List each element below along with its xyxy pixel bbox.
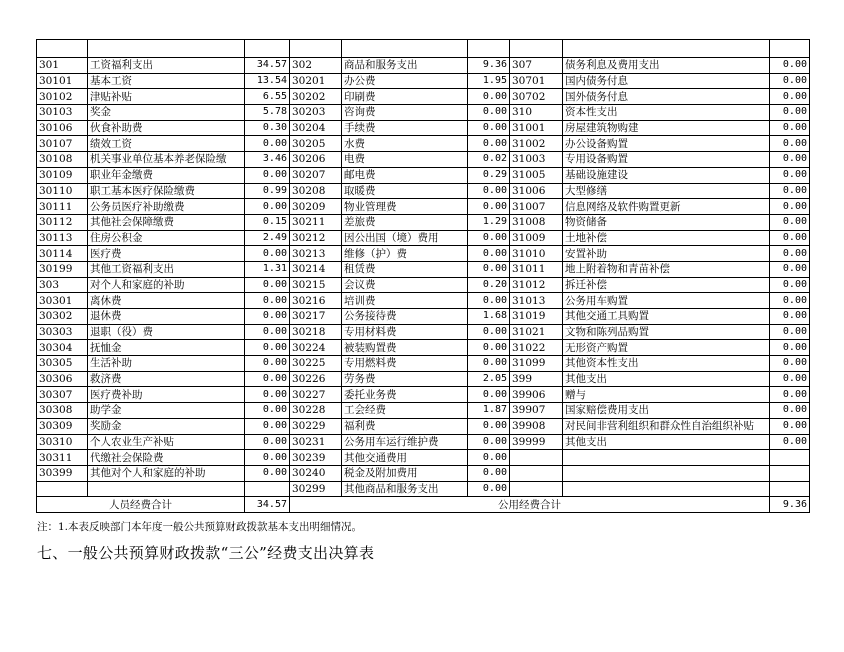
item-name-cell: 专用设备购置 [563, 152, 770, 168]
item-name-cell: 救济费 [88, 371, 245, 387]
item-name-cell: 公务员医疗补助缴费 [88, 199, 245, 215]
item-name-cell: 津贴补贴 [88, 89, 245, 105]
item-name-cell: 因公出国（境）费用 [342, 230, 468, 246]
item-name-cell: 地上附着物和青苗补偿 [563, 261, 770, 277]
item-amount-cell: 0.20 [468, 277, 510, 293]
item-name-cell: 房屋建筑物购建 [563, 120, 770, 136]
item-name-cell: 住房公积金 [88, 230, 245, 246]
item-name-cell: 安置补助 [563, 246, 770, 262]
item-amount-cell: 0.00 [468, 481, 510, 497]
item-code-cell: 30702 [510, 89, 563, 105]
public-total-value: 9.36 [770, 497, 810, 513]
item-amount-cell: 0.00 [770, 230, 810, 246]
item-amount-cell: 0.00 [245, 403, 290, 419]
item-name-cell: 国外债务付息 [563, 89, 770, 105]
item-code-cell [510, 481, 563, 497]
table-row [37, 214, 810, 230]
item-amount-cell: 0.00 [245, 387, 290, 403]
item-code-cell: 30304 [37, 340, 88, 356]
item-code-cell: 301 [37, 58, 88, 74]
item-code-cell: 31008 [510, 214, 563, 230]
item-amount-cell: 0.00 [468, 293, 510, 309]
item-amount-cell: 1.31 [245, 261, 290, 277]
item-name-cell: 医疗费 [88, 246, 245, 262]
item-amount-cell: 0.00 [770, 120, 810, 136]
item-name-cell: 其他支出 [563, 434, 770, 450]
item-code-cell: 399 [510, 371, 563, 387]
header-cell [468, 40, 510, 58]
table-header-row [37, 40, 810, 58]
item-name-cell: 商品和服务支出 [342, 58, 468, 74]
item-code-cell: 302 [290, 58, 342, 74]
item-name-cell: 伙食补助费 [88, 120, 245, 136]
item-amount-cell [245, 481, 290, 497]
item-code-cell: 30302 [37, 309, 88, 325]
item-amount-cell: 0.00 [770, 89, 810, 105]
item-code-cell: 30213 [290, 246, 342, 262]
item-name-cell: 水费 [342, 136, 468, 152]
item-code-cell: 31021 [510, 324, 563, 340]
item-code-cell: 30208 [290, 183, 342, 199]
item-code-cell: 30201 [290, 73, 342, 89]
table-row [37, 324, 810, 340]
item-code-cell: 307 [510, 58, 563, 74]
item-name-cell [563, 481, 770, 497]
item-name-cell: 咨询费 [342, 105, 468, 121]
personnel-total-value: 34.57 [245, 497, 290, 513]
item-code-cell: 30204 [290, 120, 342, 136]
item-name-cell: 物业管理费 [342, 199, 468, 215]
item-name-cell: 印刷费 [342, 89, 468, 105]
item-amount-cell: 0.00 [468, 105, 510, 121]
item-code-cell: 30306 [37, 371, 88, 387]
header-cell [342, 40, 468, 58]
item-code-cell: 30299 [290, 481, 342, 497]
item-amount-cell: 1.29 [468, 214, 510, 230]
item-amount-cell: 0.00 [468, 340, 510, 356]
item-amount-cell: 0.29 [468, 167, 510, 183]
item-amount-cell: 0.02 [468, 152, 510, 168]
table-row [37, 120, 810, 136]
item-code-cell: 30203 [290, 105, 342, 121]
item-name-cell: 其他对个人和家庭的补助 [88, 465, 245, 481]
item-name-cell: 医疗费补助 [88, 387, 245, 403]
item-code-cell: 30110 [37, 183, 88, 199]
item-code-cell: 31006 [510, 183, 563, 199]
item-amount-cell: 0.00 [468, 120, 510, 136]
item-code-cell [510, 450, 563, 466]
item-amount-cell: 0.00 [468, 230, 510, 246]
item-code-cell: 30107 [37, 136, 88, 152]
item-amount-cell: 5.78 [245, 105, 290, 121]
item-code-cell: 31005 [510, 167, 563, 183]
table-row [37, 340, 810, 356]
item-code-cell: 303 [37, 277, 88, 293]
table-row [37, 277, 810, 293]
item-name-cell: 土地补偿 [563, 230, 770, 246]
item-code-cell [510, 465, 563, 481]
item-code-cell: 30227 [290, 387, 342, 403]
table-row [37, 199, 810, 215]
table-row [37, 261, 810, 277]
item-name-cell: 国内债务付息 [563, 73, 770, 89]
item-code-cell: 30399 [37, 465, 88, 481]
item-amount-cell: 0.00 [245, 246, 290, 262]
item-amount-cell: 0.00 [770, 324, 810, 340]
item-amount-cell: 0.00 [468, 356, 510, 372]
item-name-cell: 手续费 [342, 120, 468, 136]
item-amount-cell: 0.99 [245, 183, 290, 199]
item-amount-cell: 0.00 [245, 418, 290, 434]
item-code-cell: 30206 [290, 152, 342, 168]
item-code-cell: 30310 [37, 434, 88, 450]
item-name-cell: 公务用车购置 [563, 293, 770, 309]
header-cell [37, 40, 88, 58]
item-code-cell: 30202 [290, 89, 342, 105]
item-amount-cell: 1.95 [468, 73, 510, 89]
item-name-cell: 其他社会保障缴费 [88, 214, 245, 230]
item-amount-cell: 0.00 [770, 371, 810, 387]
item-amount-cell: 0.00 [770, 136, 810, 152]
item-amount-cell: 0.00 [770, 277, 810, 293]
item-amount-cell: 0.00 [770, 356, 810, 372]
item-code-cell: 30218 [290, 324, 342, 340]
item-code-cell: 30305 [37, 356, 88, 372]
item-name-cell: 离休费 [88, 293, 245, 309]
item-name-cell: 无形资产购置 [563, 340, 770, 356]
item-name-cell [88, 481, 245, 497]
item-code-cell: 30217 [290, 309, 342, 325]
table-note: 注：1.本表反映部门本年度一般公共预算财政拨款基本支出明细情况。 [37, 521, 363, 533]
item-amount-cell: 0.00 [770, 105, 810, 121]
table-row [37, 481, 810, 497]
item-code-cell: 30109 [37, 167, 88, 183]
item-amount-cell: 0.00 [245, 356, 290, 372]
table-row [37, 105, 810, 121]
item-amount-cell: 0.00 [245, 340, 290, 356]
item-name-cell: 国家赔偿费用支出 [563, 403, 770, 419]
item-code-cell: 31019 [510, 309, 563, 325]
table-row [37, 246, 810, 262]
item-code-cell: 30114 [37, 246, 88, 262]
item-name-cell: 对个人和家庭的补助 [88, 277, 245, 293]
item-code-cell: 31003 [510, 152, 563, 168]
item-code-cell: 30101 [37, 73, 88, 89]
item-code-cell: 30111 [37, 199, 88, 215]
item-code-cell: 31009 [510, 230, 563, 246]
item-code-cell: 30229 [290, 418, 342, 434]
item-amount-cell [770, 450, 810, 466]
item-code-cell: 30226 [290, 371, 342, 387]
item-amount-cell [770, 481, 810, 497]
item-amount-cell: 1.87 [468, 403, 510, 419]
item-amount-cell: 0.00 [245, 434, 290, 450]
table-row [37, 89, 810, 105]
item-name-cell [563, 465, 770, 481]
item-name-cell: 取暖费 [342, 183, 468, 199]
item-amount-cell: 0.00 [468, 136, 510, 152]
item-code-cell: 31002 [510, 136, 563, 152]
item-amount-cell: 0.00 [245, 450, 290, 466]
item-name-cell: 职工基本医疗保险缴费 [88, 183, 245, 199]
item-name-cell: 会议费 [342, 277, 468, 293]
item-name-cell: 基础设施建设 [563, 167, 770, 183]
table-row [37, 58, 810, 74]
item-amount-cell: 0.30 [245, 120, 290, 136]
item-code-cell: 30215 [290, 277, 342, 293]
item-name-cell: 电费 [342, 152, 468, 168]
item-amount-cell: 0.00 [245, 199, 290, 215]
item-code-cell: 30303 [37, 324, 88, 340]
table-row [37, 167, 810, 183]
item-name-cell: 租赁费 [342, 261, 468, 277]
table-row [37, 403, 810, 419]
item-amount-cell: 0.00 [468, 434, 510, 450]
totals-row [37, 497, 810, 513]
item-amount-cell: 0.00 [245, 465, 290, 481]
item-amount-cell: 0.00 [468, 387, 510, 403]
item-amount-cell: 0.00 [770, 246, 810, 262]
item-amount-cell: 13.54 [245, 73, 290, 89]
item-amount-cell: 0.00 [770, 403, 810, 419]
item-amount-cell: 0.00 [770, 340, 810, 356]
item-amount-cell: 0.00 [770, 58, 810, 74]
item-name-cell: 大型修缮 [563, 183, 770, 199]
table-row [37, 230, 810, 246]
item-code-cell: 30209 [290, 199, 342, 215]
table-row [37, 418, 810, 434]
item-name-cell: 维修（护）费 [342, 246, 468, 262]
item-code-cell: 31007 [510, 199, 563, 215]
item-amount-cell: 0.00 [245, 136, 290, 152]
item-name-cell: 物资储备 [563, 214, 770, 230]
item-code-cell: 30214 [290, 261, 342, 277]
item-amount-cell: 34.57 [245, 58, 290, 74]
item-code-cell: 30231 [290, 434, 342, 450]
item-code-cell: 30216 [290, 293, 342, 309]
item-name-cell: 专用燃料费 [342, 356, 468, 372]
item-amount-cell: 0.00 [468, 450, 510, 466]
item-code-cell: 30240 [290, 465, 342, 481]
item-amount-cell [770, 465, 810, 481]
item-code-cell: 30225 [290, 356, 342, 372]
table-row [37, 434, 810, 450]
item-name-cell: 工会经费 [342, 403, 468, 419]
item-name-cell: 对民间非营利组织和群众性自治组织补贴 [563, 418, 770, 434]
item-name-cell: 赠与 [563, 387, 770, 403]
item-code-cell: 30307 [37, 387, 88, 403]
item-amount-cell: 0.00 [468, 261, 510, 277]
table-row [37, 356, 810, 372]
item-name-cell: 办公设备购置 [563, 136, 770, 152]
item-amount-cell: 3.46 [245, 152, 290, 168]
item-amount-cell: 0.00 [770, 261, 810, 277]
item-amount-cell: 0.00 [468, 199, 510, 215]
item-amount-cell: 0.00 [770, 214, 810, 230]
item-amount-cell: 2.49 [245, 230, 290, 246]
item-name-cell: 邮电费 [342, 167, 468, 183]
item-amount-cell: 0.00 [245, 309, 290, 325]
item-name-cell: 生活补助 [88, 356, 245, 372]
table-row [37, 371, 810, 387]
item-name-cell: 职业年金缴费 [88, 167, 245, 183]
item-amount-cell: 0.00 [468, 246, 510, 262]
item-code-cell: 30207 [290, 167, 342, 183]
item-name-cell: 工资福利支出 [88, 58, 245, 74]
item-amount-cell: 1.68 [468, 309, 510, 325]
item-code-cell: 30106 [37, 120, 88, 136]
item-name-cell: 差旅费 [342, 214, 468, 230]
item-code-cell: 30224 [290, 340, 342, 356]
item-name-cell: 其他工资福利支出 [88, 261, 245, 277]
item-amount-cell: 0.00 [770, 418, 810, 434]
header-cell [770, 40, 810, 58]
item-amount-cell: 0.00 [770, 387, 810, 403]
item-name-cell: 其他支出 [563, 371, 770, 387]
item-code-cell: 31022 [510, 340, 563, 356]
section-title: 七、一般公共预算财政拨款“三公”经费支出决算表 [37, 544, 375, 562]
public-total-label: 公用经费合计 [290, 497, 770, 513]
item-name-cell [563, 450, 770, 466]
item-name-cell: 委托业务费 [342, 387, 468, 403]
item-code-cell: 30239 [290, 450, 342, 466]
item-name-cell: 劳务费 [342, 371, 468, 387]
item-code-cell [37, 481, 88, 497]
item-name-cell: 税金及附加费用 [342, 465, 468, 481]
item-code-cell: 30112 [37, 214, 88, 230]
item-code-cell: 30701 [510, 73, 563, 89]
item-amount-cell: 6.55 [245, 89, 290, 105]
table-row [37, 73, 810, 89]
header-cell [563, 40, 770, 58]
item-code-cell: 31013 [510, 293, 563, 309]
item-amount-cell: 0.00 [245, 293, 290, 309]
item-code-cell: 30103 [37, 105, 88, 121]
item-name-cell: 办公费 [342, 73, 468, 89]
item-code-cell: 30311 [37, 450, 88, 466]
item-amount-cell: 0.00 [770, 199, 810, 215]
item-name-cell: 公务接待费 [342, 309, 468, 325]
item-name-cell: 信息网络及软件购置更新 [563, 199, 770, 215]
item-amount-cell: 0.00 [468, 465, 510, 481]
item-name-cell: 其他交通工具购置 [563, 309, 770, 325]
item-name-cell: 个人农业生产补贴 [88, 434, 245, 450]
item-name-cell: 基本工资 [88, 73, 245, 89]
table-row [37, 309, 810, 325]
table-row [37, 465, 810, 481]
item-code-cell: 31099 [510, 356, 563, 372]
item-code-cell: 30309 [37, 418, 88, 434]
item-code-cell: 30211 [290, 214, 342, 230]
header-cell [510, 40, 563, 58]
table-row [37, 152, 810, 168]
item-code-cell: 30205 [290, 136, 342, 152]
item-code-cell: 31011 [510, 261, 563, 277]
item-code-cell: 30228 [290, 403, 342, 419]
table-row [37, 136, 810, 152]
item-code-cell: 39907 [510, 403, 563, 419]
item-amount-cell: 0.00 [468, 89, 510, 105]
item-amount-cell: 0.00 [770, 434, 810, 450]
item-name-cell: 其他交通费用 [342, 450, 468, 466]
item-name-cell: 退职（役）费 [88, 324, 245, 340]
item-name-cell: 退休费 [88, 309, 245, 325]
item-name-cell: 公务用车运行维护费 [342, 434, 468, 450]
item-code-cell: 310 [510, 105, 563, 121]
item-amount-cell: 0.00 [468, 418, 510, 434]
item-amount-cell: 9.36 [468, 58, 510, 74]
item-code-cell: 30308 [37, 403, 88, 419]
item-amount-cell: 0.00 [770, 152, 810, 168]
table-row [37, 387, 810, 403]
personnel-total-label: 人员经费合计 [37, 497, 245, 513]
item-name-cell: 债务利息及费用支出 [563, 58, 770, 74]
item-name-cell: 被装购置费 [342, 340, 468, 356]
item-name-cell: 福利费 [342, 418, 468, 434]
item-amount-cell: 0.00 [770, 293, 810, 309]
item-amount-cell: 0.00 [770, 167, 810, 183]
item-name-cell: 抚恤金 [88, 340, 245, 356]
item-amount-cell: 0.00 [468, 183, 510, 199]
item-name-cell: 助学金 [88, 403, 245, 419]
item-amount-cell: 0.00 [245, 324, 290, 340]
item-name-cell: 奖金 [88, 105, 245, 121]
item-amount-cell: 0.15 [245, 214, 290, 230]
table-row [37, 183, 810, 199]
item-name-cell: 文物和陈列品购置 [563, 324, 770, 340]
item-code-cell: 39999 [510, 434, 563, 450]
item-amount-cell: 0.00 [245, 277, 290, 293]
item-amount-cell: 2.05 [468, 371, 510, 387]
item-name-cell: 绩效工资 [88, 136, 245, 152]
header-cell [290, 40, 342, 58]
item-code-cell: 30199 [37, 261, 88, 277]
item-code-cell: 39906 [510, 387, 563, 403]
item-name-cell: 奖励金 [88, 418, 245, 434]
item-code-cell: 30301 [37, 293, 88, 309]
item-amount-cell: 0.00 [245, 371, 290, 387]
item-amount-cell: 0.00 [770, 183, 810, 199]
item-code-cell: 31010 [510, 246, 563, 262]
item-code-cell: 30113 [37, 230, 88, 246]
item-name-cell: 专用材料费 [342, 324, 468, 340]
item-name-cell: 培训费 [342, 293, 468, 309]
item-name-cell: 拆迁补偿 [563, 277, 770, 293]
item-amount-cell: 0.00 [245, 167, 290, 183]
item-amount-cell: 0.00 [468, 324, 510, 340]
item-code-cell: 31001 [510, 120, 563, 136]
table-row [37, 450, 810, 466]
item-code-cell: 31012 [510, 277, 563, 293]
item-amount-cell: 0.00 [770, 73, 810, 89]
basic-expenditure-table [36, 39, 810, 513]
item-name-cell: 机关事业单位基本养老保险缴 [88, 152, 245, 168]
item-code-cell: 30102 [37, 89, 88, 105]
item-amount-cell: 0.00 [770, 309, 810, 325]
item-code-cell: 39908 [510, 418, 563, 434]
item-name-cell: 其他商品和服务支出 [342, 481, 468, 497]
table-row [37, 293, 810, 309]
header-cell [245, 40, 290, 58]
item-code-cell: 30212 [290, 230, 342, 246]
item-name-cell: 其他资本性支出 [563, 356, 770, 372]
item-code-cell: 30108 [37, 152, 88, 168]
header-cell [88, 40, 245, 58]
item-name-cell: 代缴社会保险费 [88, 450, 245, 466]
item-name-cell: 资本性支出 [563, 105, 770, 121]
